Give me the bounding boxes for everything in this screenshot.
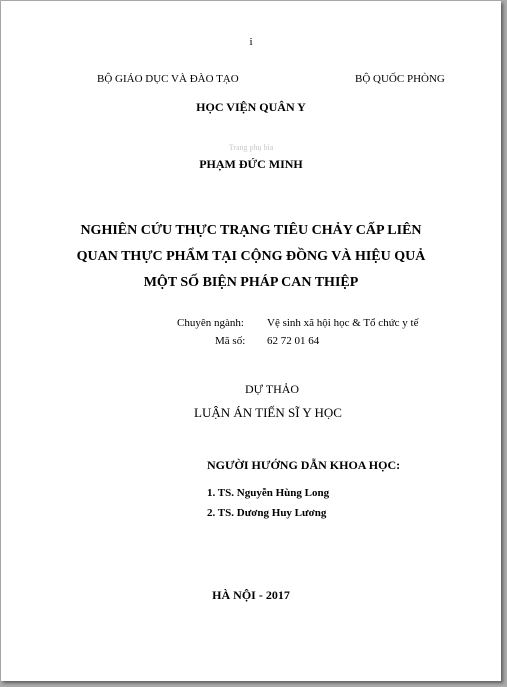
place-and-year: HÀ NỘI - 2017 [212, 588, 290, 602]
code-value: 62 72 01 64 [267, 335, 320, 347]
thesis-title-line-3: MỘT SỐ BIỆN PHÁP CAN THIỆP [143, 275, 359, 290]
ministry-defense: BỘ QUỐC PHÒNG [355, 73, 445, 85]
draft-label: DỰ THẢO [245, 382, 300, 396]
thesis-title-line-1: NGHIÊN CỨU THỰC TRẠNG TIÊU CHẢY CẤP LIÊN [80, 223, 422, 238]
document-page [1, 1, 501, 681]
specialty-label: Chuyên ngành: [177, 317, 244, 329]
faint-subtitle: Trang phụ bìa [228, 143, 274, 152]
institution-name: HỌC VIỆN QUÂN Y [196, 100, 306, 114]
author-name: PHẠM ĐỨC MINH [199, 157, 303, 171]
ministry-education: BỘ GIÁO DỤC VÀ ĐÀO TẠO [97, 73, 239, 85]
advisors-heading: NGƯỜI HƯỚNG DẪN KHOA HỌC: [207, 458, 401, 472]
thesis-type: LUẬN ÁN TIẾN SĨ Y HỌC [194, 405, 342, 420]
code-label: Mã số: [215, 335, 246, 347]
thesis-title-line-2: QUAN THỰC PHẨM TẠI CỘNG ĐỒNG VÀ HIỆU QUẢ [76, 249, 426, 264]
specialty-value: Vệ sinh xã hội học & Tổ chức y tế [267, 317, 419, 329]
page-number: i [249, 36, 253, 48]
advisor-item-2: 2. TS. Dương Huy Lương [207, 507, 327, 519]
advisor-item-1: 1. TS. Nguyễn Hùng Long [207, 487, 330, 499]
